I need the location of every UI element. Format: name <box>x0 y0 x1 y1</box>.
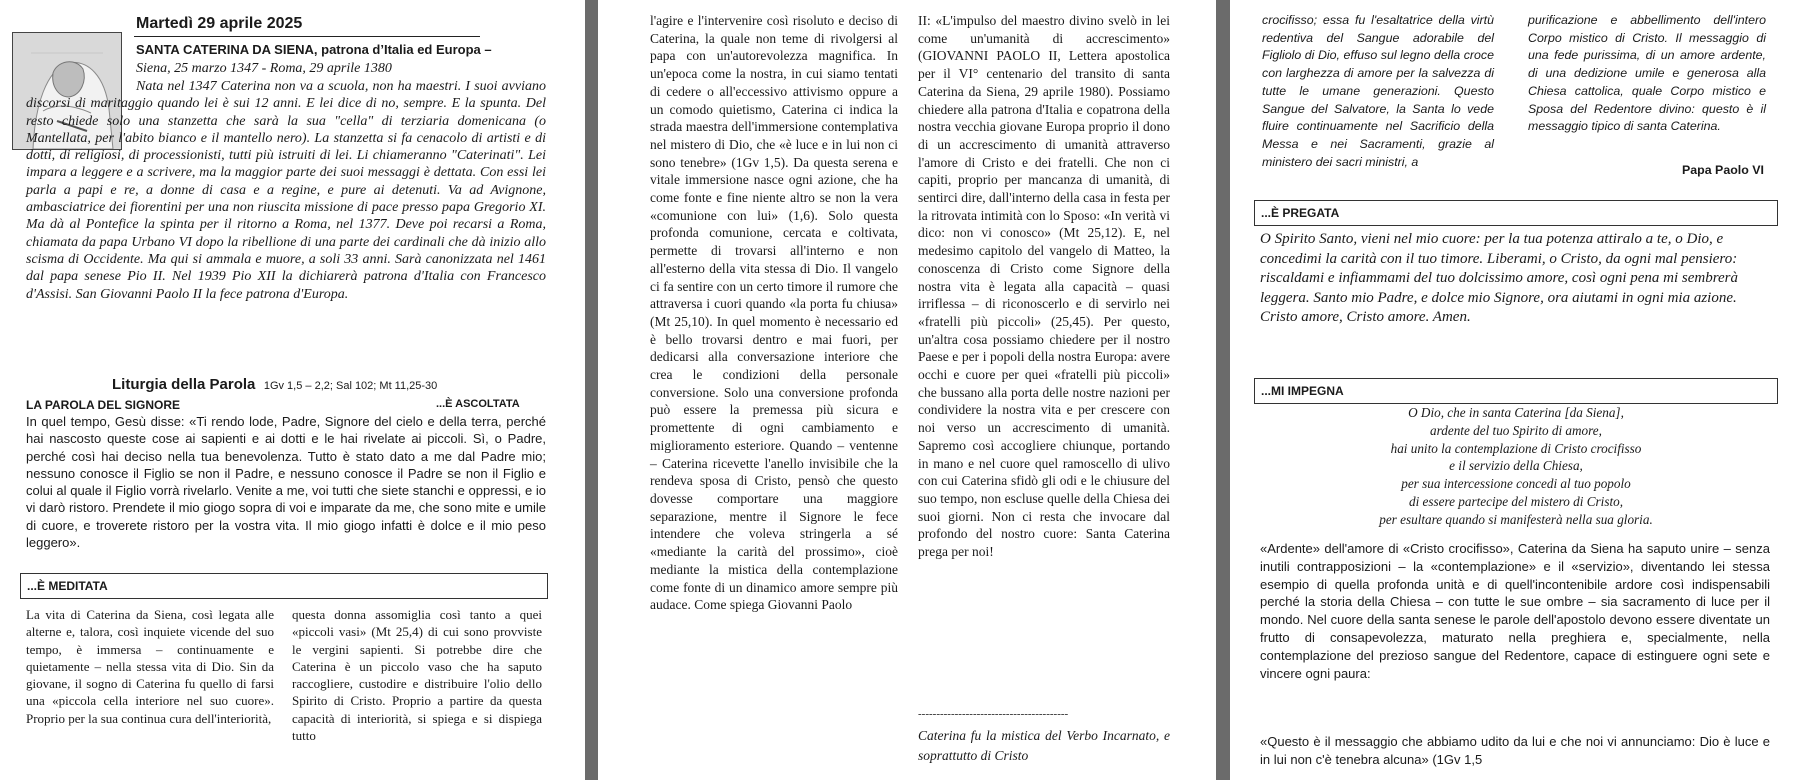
saint-title: SANTA CATERINA DA SIENA, patrona d’Italia ed Europa – <box>136 42 492 57</box>
collect-line: di essere partecipe del mistero di Cristo, <box>1408 493 1624 509</box>
listen-label: ...È ASCOLTATA <box>436 398 520 410</box>
saint-dates: Siena, 25 marzo 1347 - Roma, 29 aprile 1380 <box>136 61 392 76</box>
pope-quote-col-1: crocifisso; essa fu l'esaltatrice della virtù redentiva del Sangue adorabile del Figliolo di Dio, effuso sul legno della croce con larghezza di amore per la salvezza di tutte le umane generazioni. Questo Sangue del Salvatore, la Santa lo vede fluire continuamente nel Sacrificio della Messa e nei Sacramenti, grazie al ministero dei sacri ministri, a <box>1262 13 1494 169</box>
separator: ----------------------------------------- <box>918 708 1069 720</box>
final-reflection: «Ardente» dell'amore di «Cristo crocifisso», Caterina da Siena ha saputo unire – senza inutili contrapposizioni – la «contemplazione» e il «servizio», diventando lei stessa esempio di quella profonda unità e di quell'incontenibile ardore così indispensabili perché la storia della Chiesa – con tutte le sue ombre – sia sacramento di luce per il mondo. Nel cuore della santa senese le parole dell'apostolo devono essere diventate un frutto di consapevolezza, maturato nella preghiera e, specialmente, nella contemplazione del prezioso sangue del Redentore, capace di estinguere ogni sete e vincere ogni paura: <box>1260 541 1770 681</box>
liturgy-title: Liturgia della Parola <box>112 376 256 393</box>
collect-line: ardente del tuo Spirito di amore, <box>1430 422 1602 438</box>
prayer-block <box>1260 230 1765 328</box>
saint-bio: Nata nel 1347 Caterina non va a scuola, non ha maestri. I suoi avviano discorsi di maritaggio quando lei è sui 12 anni. E lei dice di no, sempre. E la spunta. Del resto chiede solo una stanzetta che sarà la sua "cella" di terziaria domenicana (o Mantellata, per l'abito bianco e il mantello nero). La stanzetta si fa cenacolo di artisti e di dotti, di religiosi, di processionisti, tutti più istruiti di lei. Li chiameranno "Caterinati". Lei impara a leggere e a scrivere, ma la maggior parte dei suoi messaggi è dettata. Con essi lei parla a papi e re, a donne di casa e a regine, e pure ai detenuti. Va ad Avignone, ambasciatrice dei fiorentini per una non riuscita missione di pace presso papa Gregorio XI. Ma dà al Pontefice la spinta per il ritorno a Roma, nel 1377. Deve poi recarsi a Roma, chiamata da papa Urbano VI dopo la ribellione di una parte dei cardinali che dà inizio allo scisma di Occidente. Ma qui si ammala e muore, a soli 33 anni. Sarà canonizzata nel 1461 dal papa senese Pio II. Nel 1939 Pio XII la dichiarerà patrona d'Italia con Francesco d'Assisi. San Giovanni Paolo II la fece patrona d'Europa. <box>26 79 546 302</box>
prayer-line: riscaldami e infiammami del tuo dolcissimo amore, così ogni pena mi sembrerà leggera. Santo mio Padre, e dolce mio Signore, ora aiutami in ogni mia azione. <box>1260 270 1739 306</box>
date-underline <box>134 36 480 37</box>
gospel-text: In quel tempo, Gesù disse: «Ti rendo lode, Padre, Signore del cielo e della terra, perché hai nascosto queste cose ai sapienti e ai dotti e le hai rivelate ai piccoli. Sì, o Padre, perché così hai deciso nella tua benevolenza. Tutto è stato dato a me dal Padre mio; nessuno conosce il Figlio se non il Padre, e nessuno conosce il Padre se non il Figlio e colui al quale il Figlio vorrà rivelarlo. Venite a me, voi tutti che siete stanchi e oppressi, e io vi darò ristoro. Prendete il mio giogo sopra di voi e imparate da me, che sono mite e umile di cuore, e troverete ristoro per la vostra vita. Il mio giogo infatti è dolce e il mio peso leggero». <box>26 414 546 551</box>
liturgy-refs: 1Gv 1,5 – 2,2; Sal 102; Mt 11,25-30 <box>263 380 438 392</box>
collect-line: per esultare quando si manifesterà nella sua gloria. <box>1379 511 1653 527</box>
meditation-col-4: II: «L'impulso del maestro divino svelò in lei come un'umanità di accrescimento» (GIOVANNI PAOLO II, Lettera apostolica per il VI° centenario del transito di santa Caterina da Siena, 29 aprile 1980). Possiamo chiedere alla patrona d'Italia e copatrona della nostra vecchia giovane Europa proprio il dono di un accrescimento di umanità attraverso l'amore di Cristo e dei fratelli. Che non ci capiti, proprio per mancanza di umanità, di sentirci dire, dall'interno della casa in festa per la ritrovata intimità con lo Sposo: «In verità vi dico: non vi conosco» (Mt 25,12). E, nel medesimo capitolo del vangelo di Matteo, la conoscenza di Cristo come Signore della nostra vita è legata alla capacità – quasi irriflessa – di riconoscerlo e di servirlo nei «fratelli più piccoli» (25,45). Per questo, un'altra cosa possiamo chiedere per il nostro Paese e per i popoli della nostra Europa: avere occhi e cuore per quei «fratelli più piccoli» che bussano alla porta delle nostre nazioni per condividere la nostra vita e per crescere con noi verso un accrescimento di umanità. Sapremo così accogliere chiunque, portando in mano e nel cuore quel ramoscello di ulivo con cui Caterina sfidò gli odi e le chiusure del suo tempo, non escluse quelle della Chiesa dei suoi giorni. Non ci resta che invocare dal profondo del nostro cuore: Santa Caterina prega per noi! <box>918 13 1170 560</box>
collect-line: e il servizio della Chiesa, <box>1449 458 1583 474</box>
collect-prayer <box>1254 404 1778 529</box>
prayer-line: O Spirito Santo, vieni nel mio cuore: per la tua potenza attiralo a te, o Dio, e concedimi la carità con il tuo timore. Liberami, o Cristo, da ogni mal pensiero: <box>1260 231 1738 267</box>
commit-header: ...MI IMPEGNA <box>1254 378 1778 404</box>
final-quote: «Questo è il messaggio che abbiamo udito da lui e che noi vi annunciamo: Dio è luce e in lui non c'è tenebra alcuna» (1Gv 1,5 <box>1260 734 1770 767</box>
page-3 <box>1230 0 1802 780</box>
word-label: LA PAROLA DEL SIGNORE <box>26 398 181 412</box>
collect-line: hai unito la contemplazione di Cristo crocifisso <box>1390 440 1642 456</box>
page-2 <box>598 0 1216 780</box>
meditation-col-2: questa donna assomiglia così tanto a quei «piccoli vasi» (Mt 25,4) di cui sono provviste le vergini sapienti. Si potrebbe dire che Caterina è un piccolo vaso che ha saputo raccogliere, custodire e distribuire l'olio dello Spirito di Cristo. Proprio a partire da questa capacità di interiorità, si spiega e si dispiega tutto <box>292 607 542 744</box>
collect-line: per sua intercessione concedi al tuo popolo <box>1401 476 1631 492</box>
meditation-col-3: l'agire e l'intervenire così risoluto e deciso di Caterina, la quale non teme di rivolgersi al papa con un'autorevolezza magnifica. In un'epoca come la nostra, in cui siamo tentati di cedere o all'eccessivo attivismo oppure a un comodo quietismo, Caterina ci indica la strada maestra dell'immersione contemplativa nel mistero di Dio, che «è luce e in lui non ci sono tenebre» (1Gv 1,5). Da questa serena e vitale immersione nasce ogni azione, che ha come fonte e fine niente altro se non la vera «comunione con lui» (1,6). Solo questa profonda comunione, cercata e coltivata, permette di trovarsi all'interno e non all'esterno della vita stessa di Dio. Il vangelo ci fa sentire con un certo timore il rumore che attraversa i cuori quando «la porta fu chiusa» (Mt 25,10). In quel momento è necessario ed è bello trovarsi dentro e mai fuori, per dedicarsi alla conversazione interiore che crea le condizioni della personale conversione. Solo una conversione profonda può essere la premessa più sicura e promettente di ogni cambiamento e miglioramento esteriore. Quando – ventenne – Caterina ricevette l'anello invisibile che la rendeva sposa di Cristo, pensò che questo dovesse comportare una maggiore separazione, mentre il Signore le fece intendere che voleva stringerla a sé «mediante la carità del prossimo», cioè mediante la mistica della contemplazione come fonte di un dinamico amore sempre più audace. Come spiega Giovanni Paolo <box>650 13 898 613</box>
pope-quote-start: Caterina fu la mistica del Verbo Incarnato, e soprattutto di Cristo <box>918 728 1170 763</box>
quote-signature: Papa Paolo VI <box>1682 163 1764 177</box>
prayed-header: ...È PREGATA <box>1254 200 1778 226</box>
date-heading: Martedì 29 aprile 2025 <box>136 15 303 32</box>
prayer-line: Cristo amore, Cristo amore. Amen. <box>1260 309 1471 326</box>
meditation-col-1: La vita di Caterina da Siena, così legata alle alterne e, talora, così inquiete vicende del suo tempo, è immersa – continuamente e quietamente – nella stessa vita di Dio. Sin da giovane, il sogno di Caterina fu quello di farsi una «piccola cella interiore nel suo cuore». Proprio per la sua continua cura dell'interiorità, <box>26 607 274 726</box>
collect-line: O Dio, che in santa Caterina [da Siena], <box>1408 405 1624 420</box>
meditated-header: ...È MEDITATA <box>20 573 548 599</box>
pope-quote-col-2: purificazione e abbellimento dell'intero Corpo mistico di Cristo. Il messaggio di una fede purissima, di un amore ardente, di una dedizione umile e generosa alla Chiesa cattolica, quale Corpo mistico e Sposa del Redentore divino: questo è il messaggio tipico di santa Caterina. <box>1528 13 1766 134</box>
page-1 <box>0 0 585 780</box>
